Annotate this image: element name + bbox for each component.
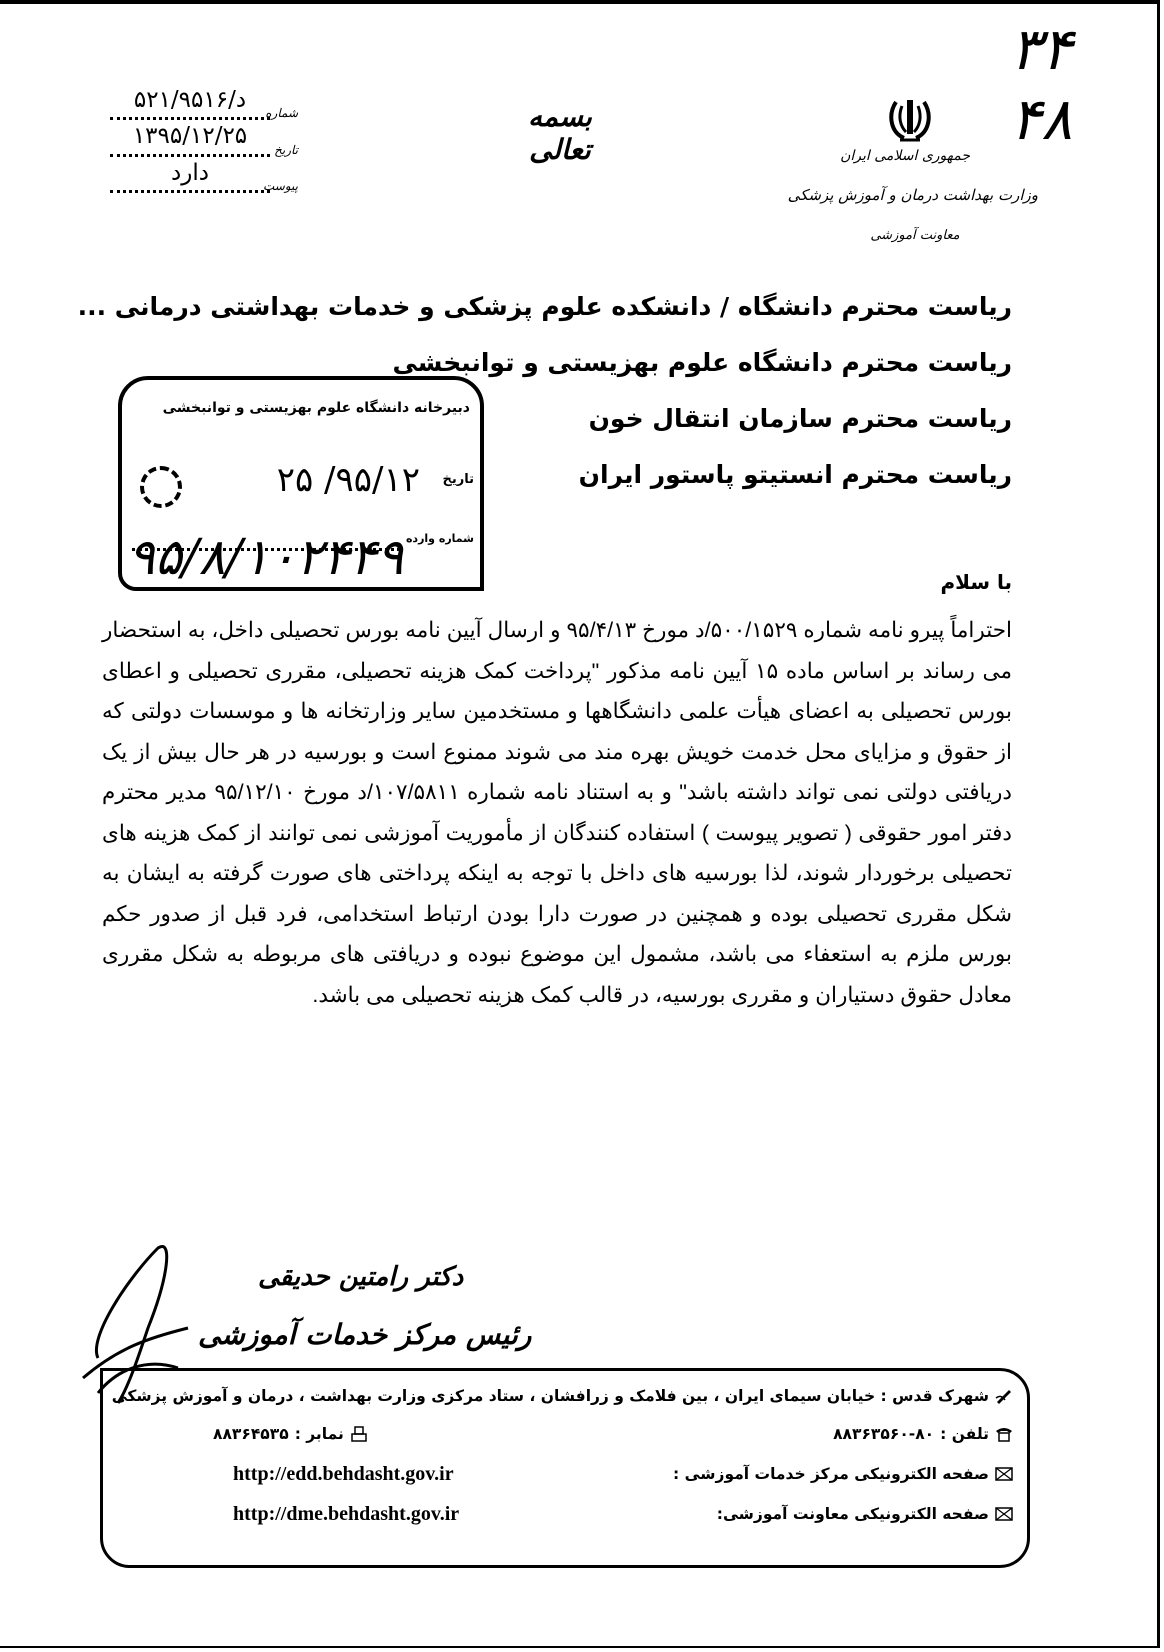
addressee-line-1: ریاست محترم دانشگاه / دانشکده علوم پزشکی و خدمات بهداشتی درمانی ... [77,292,1012,321]
dotted-line [110,190,270,193]
letter-number: د/۵۲۱/۹۵۱۶ [133,87,247,113]
fax-value: ۸۸۳۶۴۵۳۵ [213,1425,289,1443]
dotted-line [110,154,270,157]
meta-attachment-row [110,161,298,193]
meta-number-row [110,88,298,120]
footer-address-text: شهرک قدس : خیابان سیمای ایران ، بین فلامک و زرافشان ، ستاد مرکزی وزارت بهداشت ، درمان و آموزش پزشکی [111,1387,989,1405]
dotted-line [110,117,270,120]
stamp-date: ۹۵/۱۲/ ۲۵ [276,460,420,500]
stamp-number-label: شماره وارده [405,532,474,545]
web1-url[interactable]: http://edd.behdasht.gov.ir [233,1463,454,1485]
letterhead-country: جمهوری اسلامی ایران [840,148,970,164]
letter-date: ۱۳۹۵/۱۲/۲۵ [132,123,248,150]
letter-attachment: دارد [171,159,209,186]
letter-body: احتراماً پیرو نامه شماره ۵۰۰/۱۵۲۹/د مورخ ۹۵/۴/۱۳ و ارسال آیین نامه بورس تحصیلی داخل، به استحضار می رساند بر اساس ماده ۱۵ آیین نامه مذکور "پرداخت کمک هزینه تحصیلی، مقرری تحصیلی و اعطای بورس تحصیلی به اعضای هیأت علمی دانشگاهها و مستخدمین سایر وزارتخانه ها و موسسات دولتی که از حقوق و مزایای محل خدمت خویش بهره مند می شوند ممنوع است و بورسیه در هر حال بیش از یک دریافتی دولتی نمی تواند داشته باشد" و به استناد نامه شماره ۱۰۷/۵۸۱۱/د مورخ ۹۵/۱۲/۱۰ مدیر محترم دفتر امور حقوقی ( تصویر پیوست ) استفاده کنندگان از مأموریت آموزشی نمی توانند از کمک هزینه های تحصیلی برخوردار شوند، لذا بورسیه های داخل با توجه به اینکه پرداختی های صورت گرفته به ایشان به شکل مقرری تحصیلی بوده و همچنین در صورت دارا بودن ارتباط استخدامی، فرد قبل از صدور حکم بورس ملزم به استعفاء می باشد، مشمول این موضوع نبوده و دریافتی های مربوطه به شکل مقرری معادل حقوق دستیاران و مقرری بورسیه، در قالب کمک هزینه تحصیلی می باشد. [102,618,1012,1007]
handwritten-registration-number: ۹۵/۸/۱۰۲۴۴۹ [128,528,404,586]
letterhead-ministry: وزارت بهداشت درمان و آموزش پزشکی [787,186,1038,204]
phone-value: ۸۸۳۶۳۵۶۰-۸۰ [833,1425,935,1443]
fax-label: نمابر : [294,1425,344,1443]
bismillah-header: بسمه تعالی [528,100,592,166]
letter-date-label: تاریخ [274,142,298,157]
letterhead-deputy: معاونت آموزشی [870,228,960,243]
letter-attachment-label: پیوست [263,178,298,193]
footer-address [112,1387,1013,1405]
page-number-handwritten-bottom: ۴۸ [1010,85,1073,153]
telephone-icon [995,1426,1013,1442]
envelope-icon [995,1506,1013,1522]
signatory-name: دکتر رامتین حدیقی [258,1262,464,1292]
fax-icon [350,1426,368,1442]
footer-phone [833,1425,1013,1443]
meta-date-row [110,124,298,156]
addressee-line-4: ریاست محترم انستیتو پاستور ایران [578,460,1012,489]
signatory-title: رئیس مرکز خدمات آموزشی [198,1318,532,1351]
addressee-line-2: ریاست محترم دانشگاه علوم بهزیستی و توانبخشی [392,348,1012,377]
stamp-date-label: تاریخ [442,472,474,487]
pen-icon [995,1388,1013,1404]
page-number-handwritten-top: ۳۴ [1010,15,1073,83]
stamp-title: دبیرخانه دانشگاه علوم بهزیستی و توانبخشی [162,400,470,416]
seal-icon [140,466,182,508]
web1-label: صفحه الکترونیکی مرکز خدمات آموزشی : [673,1465,989,1483]
addressee-line-3: ریاست محترم سازمان انتقال خون [588,404,1012,433]
footer-contact-box [100,1368,1030,1568]
footer-web-2 [717,1505,1013,1523]
footer-web-1 [673,1465,1013,1483]
letter-meta [110,88,298,193]
envelope-icon [995,1466,1013,1482]
iran-emblem-icon [888,94,932,148]
web2-label: صفحه الکترونیکی معاونت آموزشی: [716,1505,989,1523]
phone-label: تلفن : [940,1425,989,1443]
web2-url[interactable]: http://dme.behdasht.gov.ir [233,1503,460,1525]
letter-number-label: شماره [265,106,298,121]
greeting: با سلام [940,570,1012,594]
footer-fax [213,1425,368,1443]
